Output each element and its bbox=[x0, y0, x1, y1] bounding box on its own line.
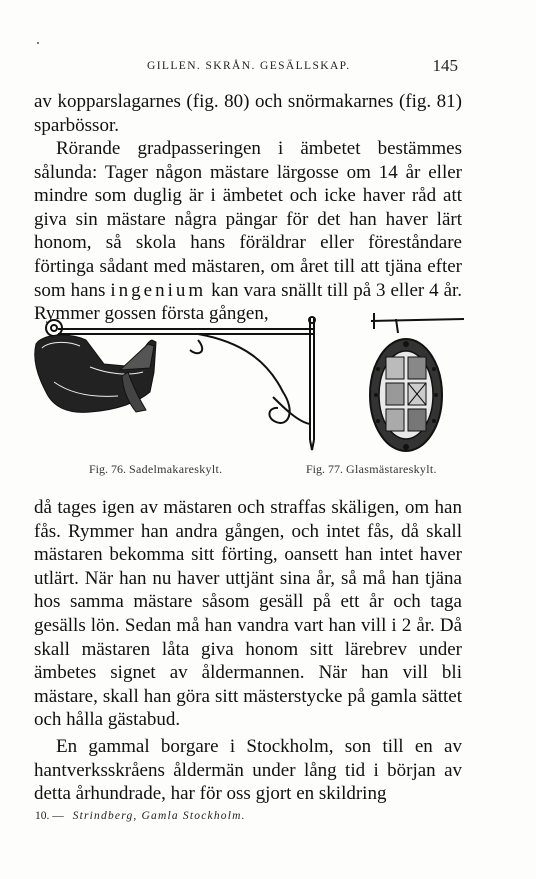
source-title: Strindberg, Gamla Stockholm. bbox=[72, 810, 246, 822]
paragraph-3: då tages igen av mästaren och straffas skäligen, om han fås. Rymmer han andra gången, och intet fås, då skall mästaren bekomma sitt förting, oansett han intet haver utlärt. När han nu haver uttjänt sina år, så må han tjäna hos samma mästare såsom gesäll på ett år och taga gesälls lön. Sedan må han vandra vart han vill i 2 år. Då skall mästaren låta giva honom sitt lärebrev under ämbetes signet av åldermannen. När han vill bli mästare, skall han göra sitt mästerstycke på gamla sättet och hålla gästabud. bbox=[34, 497, 462, 731]
paragraph-4 bbox=[34, 735, 462, 806]
figure-77-label: Fig. 77. bbox=[306, 462, 344, 476]
paragraph-2-tail: kan vara snällt till på 3 eller 4 år. Rymmer gossen första gången, bbox=[34, 279, 463, 325]
page-number: 145 bbox=[432, 56, 458, 75]
paragraph-1: av kopparslagarnes (fig. 80) och snörmakarnes (fig. 81) sparbössor. bbox=[34, 91, 462, 136]
saddle-sign-illustration bbox=[28, 312, 328, 457]
paragraph-2 bbox=[34, 137, 462, 326]
signature-mark: 10. — bbox=[35, 810, 64, 822]
paragraph-2-text: Rörande gradpasseringen i ämbetet bestämmes sålunda: Tager någon mästare lärgosse om 14 år eller mindre som duglig är i ämbetet och icke haver råd att giva sin mästare några pängar för det han haver lärt honom, så skola hans föräldrar eller föreståndare förtinga sådant med mästaren, om året till att tjäna efter som hans bbox=[34, 138, 462, 301]
figure-77-caption bbox=[306, 462, 437, 477]
figure-76-label: Fig. 76. bbox=[89, 462, 127, 476]
figure-77-description: Glasmästareskylt. bbox=[346, 462, 437, 476]
running-title: GILLEN. SKRÅN. GESÄLLSKAP. bbox=[147, 60, 351, 72]
page-footer bbox=[35, 810, 246, 822]
figure-76-description: Sadelmakareskylt. bbox=[129, 462, 223, 476]
stray-dot bbox=[37, 42, 39, 44]
paragraph-4-text: En gammal borgare i Stockholm, son till en av hantverksskråens åldermän under lång tid i början av detta århundrade, har för oss gjort en skildring bbox=[34, 736, 462, 805]
figure-76-caption bbox=[89, 462, 222, 477]
glazier-sign-illustration bbox=[356, 309, 466, 459]
running-head bbox=[0, 58, 536, 78]
emphasized-word: ingenium bbox=[110, 279, 207, 301]
